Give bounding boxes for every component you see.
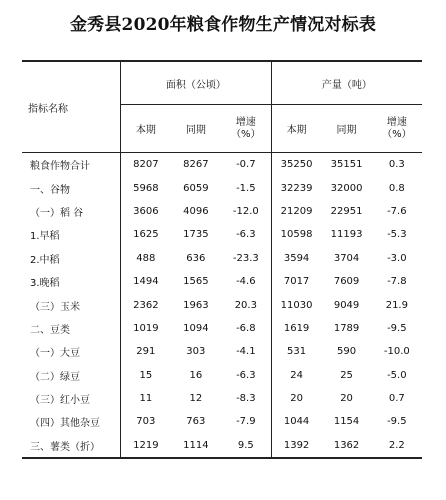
- table-row: [22, 340, 422, 363]
- area-growth-cell: -7.9: [221, 410, 271, 433]
- output-current-cell: 7017: [283, 276, 310, 288]
- area-current-cell: 1219: [133, 439, 159, 451]
- area-growth-cell: -6.3: [221, 364, 271, 387]
- area-previous-cell: 1735: [183, 229, 209, 241]
- area-current-cell: 8207: [133, 159, 159, 171]
- output-previous-cell: 1362: [333, 439, 360, 451]
- output-previous-cell: 32000: [330, 182, 363, 194]
- area-current-cell: 1625: [133, 229, 159, 241]
- area-previous-cell: 16: [189, 369, 203, 381]
- row-name: （一）稻 谷: [22, 200, 120, 223]
- output-current-cell: 1619: [283, 322, 310, 334]
- output-growth-cell: -3.0: [387, 252, 407, 264]
- output-previous-cell: 22951: [330, 205, 363, 217]
- table-row: [22, 293, 422, 316]
- table-body: [22, 153, 422, 459]
- row-name: 二、豆类: [22, 317, 120, 340]
- grain-production-table: [22, 60, 422, 459]
- area-previous-cell: 1114: [183, 439, 209, 451]
- table-row: [22, 364, 422, 387]
- output-current-cell: 35250: [280, 159, 313, 171]
- table-row: [22, 176, 422, 199]
- area-previous-cell: 303: [186, 346, 206, 358]
- area-current-cell: 5968: [133, 182, 159, 194]
- area-previous-cell: 1963: [183, 299, 209, 311]
- document-title: 金秀县2020年粮食作物生产情况对标表: [69, 15, 377, 35]
- table-row: [22, 317, 422, 340]
- area-group-header: 面积（公顷）: [120, 61, 271, 105]
- output-growth-cell: -7.6: [387, 205, 407, 217]
- row-name: 三、薯类（折）: [22, 434, 120, 458]
- row-name: （三）玉米: [22, 293, 120, 316]
- area-previous-header: 同期: [171, 105, 221, 153]
- output-growth-cell: 0.8: [388, 182, 405, 194]
- output-previous-cell: 25: [340, 369, 353, 381]
- area-previous-cell: 763: [186, 416, 206, 428]
- area-growth-cell: -0.7: [221, 153, 271, 177]
- area-previous-cell: 1094: [183, 322, 209, 334]
- row-name: （二）绿豆: [22, 364, 120, 387]
- output-group-header: 产量（吨）: [271, 61, 422, 105]
- area-current-cell: 291: [136, 346, 156, 358]
- output-previous-cell: 35151: [330, 159, 363, 171]
- table-row: [22, 387, 422, 410]
- table-row: [22, 410, 422, 433]
- area-previous-cell: 6059: [183, 182, 209, 194]
- output-previous-cell: 1789: [333, 322, 360, 334]
- output-previous-cell: 7609: [333, 276, 360, 288]
- area-current-cell: 1019: [133, 322, 159, 334]
- area-growth-cell: -6.8: [221, 317, 271, 340]
- output-current-cell: 1392: [283, 439, 310, 451]
- output-previous-cell: 590: [337, 346, 357, 358]
- area-growth-cell: -12.0: [221, 200, 271, 223]
- indicator-header: 指标名称: [22, 61, 120, 153]
- growth-label: 增速: [386, 116, 407, 128]
- output-growth-cell: -5.3: [387, 229, 407, 241]
- area-growth-cell: -6.3: [221, 223, 271, 246]
- growth-label: 增速: [235, 116, 256, 128]
- grain-production-table-container: [22, 60, 422, 459]
- output-growth-cell: 0.7: [388, 393, 405, 405]
- area-previous-cell: 4096: [183, 205, 209, 217]
- output-growth-cell: -7.8: [387, 276, 407, 288]
- table-row: [22, 223, 422, 246]
- output-growth-cell: -10.0: [383, 346, 410, 358]
- table-row: [22, 434, 422, 458]
- output-current-cell: 1044: [283, 416, 310, 428]
- area-previous-cell: 12: [189, 393, 203, 405]
- area-current-header: 本期: [120, 105, 170, 153]
- output-previous-cell: 9049: [333, 299, 360, 311]
- row-name: 3.晚稻: [22, 270, 120, 293]
- output-growth-cell: 21.9: [385, 299, 408, 311]
- output-growth-cell: 0.3: [388, 159, 405, 171]
- area-growth-header: [221, 105, 271, 153]
- area-previous-cell: 1565: [183, 276, 209, 288]
- output-growth-header: [372, 105, 422, 153]
- output-current-cell: 3594: [283, 252, 310, 264]
- output-current-cell: 531: [287, 346, 307, 358]
- area-current-cell: 11: [139, 393, 153, 405]
- area-current-cell: 2362: [133, 299, 159, 311]
- row-name: （一）大豆: [22, 340, 120, 363]
- area-current-cell: 703: [136, 416, 156, 428]
- table-row: [22, 200, 422, 223]
- area-current-cell: 15: [139, 369, 153, 381]
- output-current-cell: 10598: [280, 229, 313, 241]
- table-row: [22, 153, 422, 177]
- area-growth-cell: -4.1: [221, 340, 271, 363]
- area-current-cell: 488: [136, 252, 156, 264]
- table-row: [22, 270, 422, 293]
- output-current-cell: 11030: [280, 299, 313, 311]
- output-current-cell: 32239: [280, 182, 313, 194]
- output-current-cell: 20: [290, 393, 303, 405]
- row-name: 2.中稻: [22, 247, 120, 270]
- output-growth-cell: -5.0: [387, 369, 407, 381]
- area-growth-cell: -4.6: [221, 270, 271, 293]
- area-current-cell: 3606: [133, 205, 159, 217]
- area-previous-cell: 8267: [183, 159, 209, 171]
- growth-unit: （%）: [231, 128, 261, 140]
- area-growth-cell: 20.3: [221, 293, 271, 316]
- output-current-cell: 21209: [280, 205, 313, 217]
- output-growth-cell: -9.5: [387, 322, 407, 334]
- area-previous-cell: 636: [186, 252, 206, 264]
- area-growth-cell: -8.3: [221, 387, 271, 410]
- output-current-header: 本期: [271, 105, 321, 153]
- row-name: （四）其他杂豆: [22, 410, 120, 433]
- output-growth-cell: -9.5: [387, 416, 407, 428]
- output-growth-cell: 2.2: [388, 439, 405, 451]
- output-previous-header: 同期: [321, 105, 371, 153]
- output-previous-cell: 11193: [330, 229, 363, 241]
- table-header: [22, 61, 422, 153]
- area-current-cell: 1494: [133, 276, 159, 288]
- row-name: 一、谷物: [22, 176, 120, 199]
- output-previous-cell: 3704: [333, 252, 360, 264]
- output-previous-cell: 20: [340, 393, 353, 405]
- growth-unit: （%）: [382, 128, 412, 140]
- output-previous-cell: 1154: [333, 416, 360, 428]
- table-row: [22, 247, 422, 270]
- output-current-cell: 24: [290, 369, 303, 381]
- row-name: 粮食作物合计: [22, 153, 120, 177]
- row-name: （三）红小豆: [22, 387, 120, 410]
- area-growth-cell: -1.5: [221, 176, 271, 199]
- row-name: 1.早稻: [22, 223, 120, 246]
- area-growth-cell: -23.3: [221, 247, 271, 270]
- area-growth-cell: 9.5: [221, 434, 271, 458]
